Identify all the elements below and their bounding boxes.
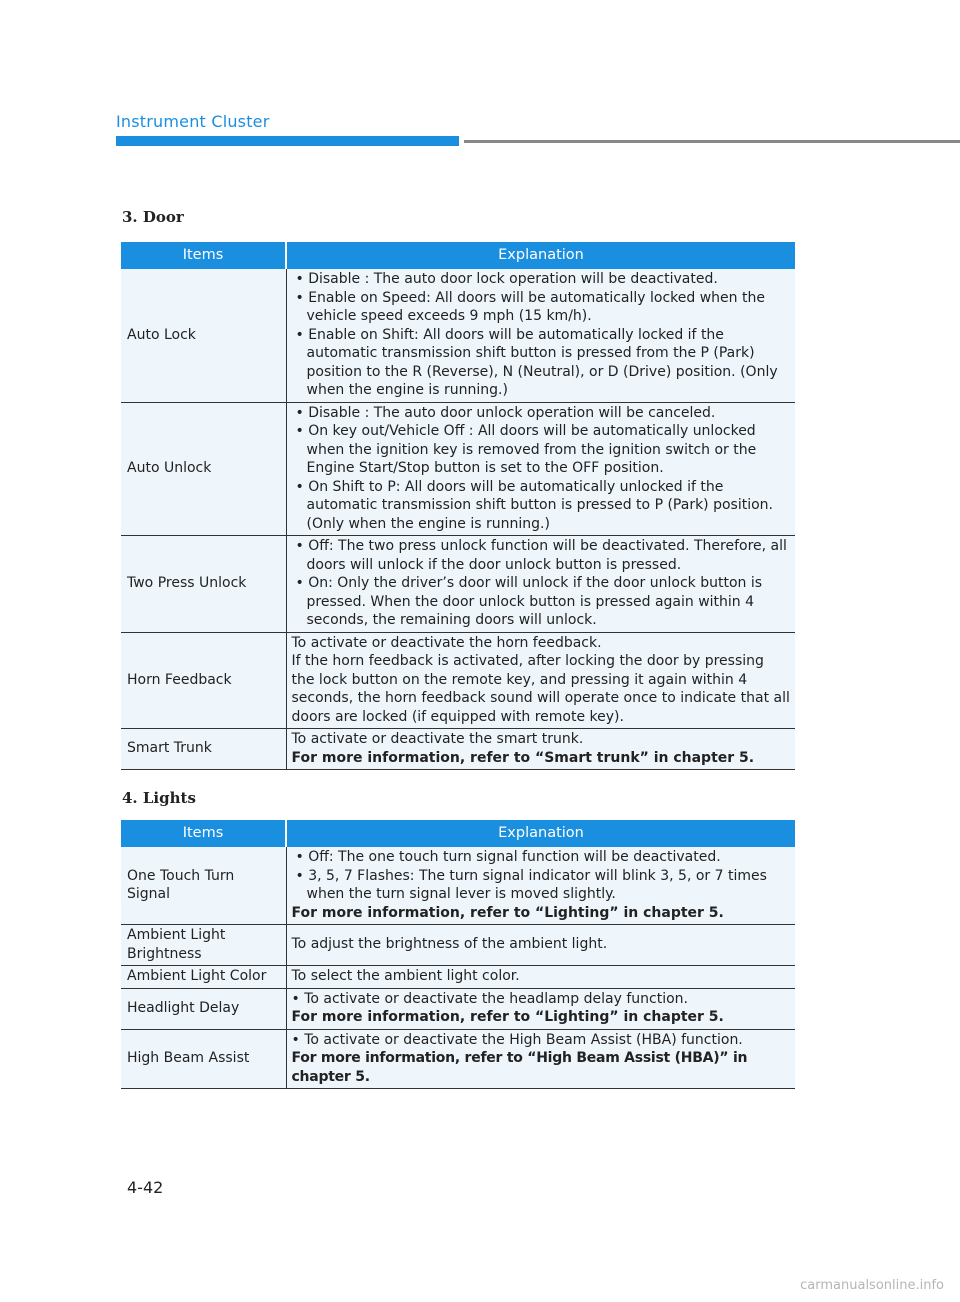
- table-row: [121, 925, 795, 966]
- row-item-name: Auto Unlock: [121, 402, 286, 536]
- table-row: [121, 966, 795, 989]
- row-explanation: [286, 988, 795, 1029]
- explanation-line: • On Shift to P: All doors will be automatically unlocked if the automatic transmission shift button is pressed to P (Park) position. (Only when the engine is running.): [295, 478, 773, 532]
- explanation-line: • Disable : The auto door lock operation will be deactivated.: [295, 271, 718, 287]
- row-item-name: Auto Lock: [121, 269, 286, 402]
- door-col-items: Items: [121, 242, 286, 269]
- row-item-name: Smart Trunk: [121, 729, 286, 770]
- door-section-title: 3. Door: [122, 208, 184, 226]
- page-number: 4-42: [127, 1178, 164, 1197]
- door-table-body: [121, 269, 795, 770]
- lights-section-title: 4. Lights: [122, 789, 196, 807]
- table-row: [121, 847, 795, 925]
- lights-col-items: Items: [121, 820, 286, 847]
- explanation-line: To adjust the brightness of the ambient light.: [291, 936, 608, 953]
- lights-table-header-row: [121, 820, 795, 847]
- row-explanation: [286, 536, 795, 633]
- table-row: [121, 269, 795, 402]
- row-explanation: [286, 966, 795, 989]
- row-item-name: Ambient Light Brightness: [121, 925, 286, 966]
- row-explanation: [286, 847, 795, 925]
- row-explanation: [286, 925, 795, 966]
- explanation-line: • To activate or deactivate the headlamp delay function.: [291, 990, 688, 1007]
- table-row: [121, 729, 795, 770]
- lights-table-body: [121, 847, 795, 1089]
- reference-note: For more information, refer to “Lighting” in chapter 5.: [291, 1009, 724, 1025]
- table-row: [121, 536, 795, 633]
- reference-note: For more information, refer to “Lighting” in chapter 5.: [291, 904, 724, 921]
- table-row: [121, 1029, 795, 1089]
- explanation-line: • Enable on Shift: All doors will be automatically locked if the automatic transmission shift button is pressed from the P (Park) position to the R (Reverse), N (Neutral), or D (Drive) position. (Only when the engine is running.): [295, 326, 778, 398]
- lights-settings-table: [121, 820, 795, 1089]
- row-item-name: High Beam Assist: [121, 1029, 286, 1089]
- row-explanation: [286, 269, 795, 402]
- explanation-line: If the horn feedback is activated, after locking the door by pressing the lock button on the remote key, and pressing it again within 4 seconds, the horn feedback sound will operate once to indicate that all doors are locked (if equipped with remote key).: [291, 653, 790, 725]
- lights-col-explanation: Explanation: [286, 820, 795, 847]
- explanation-line: To select the ambient light color.: [291, 968, 520, 984]
- header-rule: [464, 140, 960, 143]
- table-row: [121, 988, 795, 1029]
- row-item-name: One Touch Turn Signal: [121, 847, 286, 925]
- header-accent-bar: [116, 136, 459, 146]
- door-settings-table: [121, 242, 795, 770]
- row-item-name: Horn Feedback: [121, 632, 286, 729]
- explanation-line: • Off: The one touch turn signal function will be deactivated.: [295, 849, 721, 865]
- section-header-title: Instrument Cluster: [116, 112, 270, 131]
- row-item-name: Ambient Light Color: [121, 966, 286, 989]
- table-row: [121, 632, 795, 729]
- explanation-line: • 3, 5, 7 Flashes: The turn signal indicator will blink 3, 5, or 7 times when the turn signal lever is moved slightly.: [295, 867, 767, 902]
- explanation-line: • Enable on Speed: All doors will be automatically locked when the vehicle speed exceeds 9 mph (15 km/h).: [295, 289, 765, 324]
- row-item-name: Two Press Unlock: [121, 536, 286, 633]
- row-item-name: Headlight Delay: [121, 988, 286, 1029]
- reference-note: For more information, refer to “Smart trunk” in chapter 5.: [291, 749, 755, 766]
- row-explanation: [286, 1029, 795, 1089]
- explanation-line: • On key out/Vehicle Off : All doors will be automatically unlocked when the ignition key is removed from the ignition switch or the Engine Start/Stop button is set to the OFF position.: [295, 423, 757, 476]
- explanation-line: To activate or deactivate the smart trunk.: [291, 731, 584, 747]
- door-col-explanation: Explanation: [286, 242, 795, 269]
- row-explanation: [286, 729, 795, 770]
- row-explanation: [286, 402, 795, 536]
- explanation-line: • Disable : The auto door unlock operation will be canceled.: [295, 404, 716, 421]
- explanation-line: • Off: The two press unlock function will be deactivated. Therefore, all doors will unlock if the door unlock button is pressed.: [295, 538, 787, 573]
- row-explanation: [286, 632, 795, 729]
- explanation-line: • To activate or deactivate the High Beam Assist (HBA) function.: [291, 1031, 743, 1048]
- explanation-line: To activate or deactivate the horn feedback.: [291, 634, 602, 651]
- explanation-line: • On: Only the driver’s door will unlock if the door unlock button is pressed. When the door unlock button is pressed again within 4 seconds, the remaining doors will unlock.: [295, 575, 763, 628]
- door-table-header-row: [121, 242, 795, 269]
- reference-note: For more information, refer to “High Beam Assist (HBA)” in chapter 5.: [291, 1050, 748, 1085]
- site-watermark: carmanualsonline.info: [800, 1278, 944, 1293]
- table-row: [121, 402, 795, 536]
